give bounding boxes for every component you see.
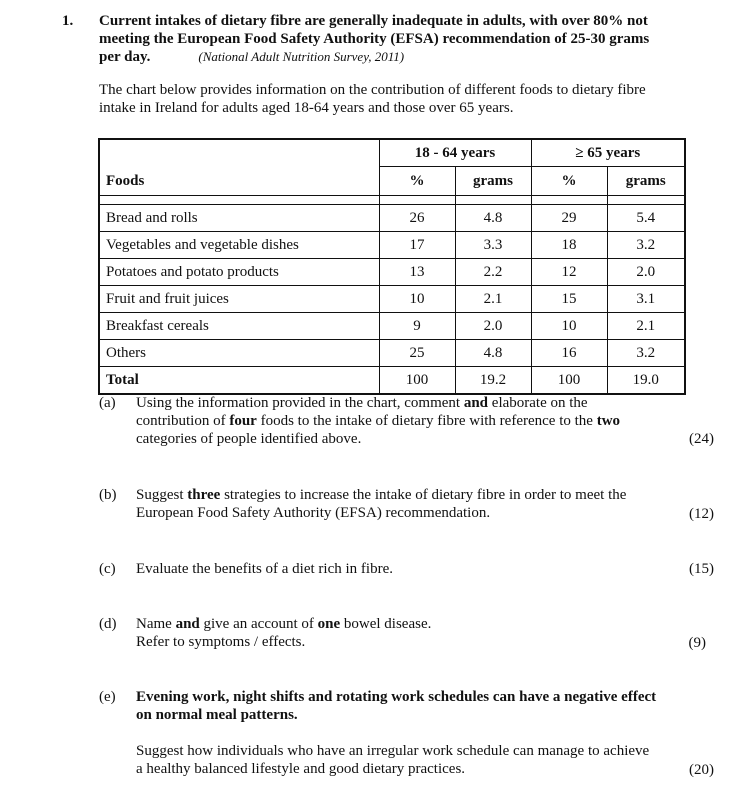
part-c-letter: (c) (99, 561, 116, 577)
table-row (99, 340, 685, 367)
part-a-text (136, 394, 676, 448)
pct-65-plus: 18 (531, 232, 607, 259)
grams-65-plus: 2.1 (607, 313, 685, 340)
pct-18-64: 17 (379, 232, 455, 259)
text-run: Name (136, 616, 176, 632)
part-e-line-1: Suggest how individuals who have an irregular work schedule can manage to achieve (136, 743, 650, 759)
part-a-line-1 (136, 394, 676, 412)
fibre-intake-table (98, 138, 686, 395)
part-d-line-1 (136, 615, 676, 633)
text-run: foods to the intake of dietary fibre with reference to the (256, 413, 597, 429)
grams-65-plus: 3.1 (607, 286, 685, 313)
part-a-letter: (a) (99, 395, 116, 411)
emphasis: and (175, 616, 200, 632)
part-e-letter: (e) (99, 689, 116, 705)
grams-65-plus: 3.2 (607, 232, 685, 259)
pct-18-64: 26 (379, 205, 455, 232)
grams-18-64: 4.8 (455, 340, 531, 367)
emphasis: three (187, 487, 221, 503)
table-row (99, 313, 685, 340)
part-c-marks: (15) (689, 561, 714, 577)
part-e-text (136, 688, 676, 778)
intro-line-3-text: per day. (99, 49, 151, 65)
table-row (99, 286, 685, 313)
pct-18-64: 25 (379, 340, 455, 367)
pct-18-64: 9 (379, 313, 455, 340)
chart-description-line-1: The chart below provides information on the contribution of different foods to dietary fibre (99, 82, 646, 98)
question-intro (99, 12, 719, 66)
part-d (99, 615, 714, 655)
part-b (99, 486, 714, 526)
pct-18-64: 13 (379, 259, 455, 286)
part-e-line-2: a healthy balanced lifestyle and good dietary practices. (136, 761, 466, 777)
text-run: bowel disease. (340, 616, 432, 632)
group-header-65-plus: ≥ 65 years (531, 139, 685, 167)
total-grams-65-plus: 19.0 (607, 367, 685, 395)
part-a-line-2 (136, 412, 676, 430)
column-header-pct-18-64: % (379, 167, 455, 196)
food-name: Others (99, 340, 379, 367)
part-d-line-2: Refer to symptoms / effects. (136, 634, 306, 650)
part-b-line-2: European Food Safety Authority (EFSA) recommendation. (136, 505, 491, 521)
part-b-letter: (b) (99, 487, 117, 503)
part-a-marks: (24) (689, 431, 714, 447)
table-row (99, 259, 685, 286)
column-header-grams-18-64: grams (455, 167, 531, 196)
part-d-marks: (9) (688, 635, 706, 651)
part-c-text (136, 560, 676, 578)
total-grams-18-64: 19.2 (455, 367, 531, 395)
total-pct-18-64: 100 (379, 367, 455, 395)
total-pct-65-plus: 100 (531, 367, 607, 395)
text-run: elaborate on the (488, 395, 588, 411)
intro-line-1: Current intakes of dietary fibre are generally inadequate in adults, with over 80% not (99, 13, 648, 29)
part-b-marks: (12) (689, 506, 714, 522)
food-name: Bread and rolls (99, 205, 379, 232)
part-c (99, 560, 714, 580)
grams-18-64: 3.3 (455, 232, 531, 259)
grams-18-64: 2.1 (455, 286, 531, 313)
pct-65-plus: 16 (531, 340, 607, 367)
part-b-line-1 (136, 486, 676, 504)
part-d-letter: (d) (99, 616, 117, 632)
column-header-grams-65-plus: grams (607, 167, 685, 196)
pct-65-plus: 15 (531, 286, 607, 313)
total-label: Total (99, 367, 379, 395)
food-name: Potatoes and potato products (99, 259, 379, 286)
grams-18-64: 4.8 (455, 205, 531, 232)
part-c-line-1: Evaluate the benefits of a diet rich in fibre. (136, 561, 393, 577)
text-run: Using the information provided in the chart, comment (136, 395, 464, 411)
text-run: strategies to increase the intake of dietary fibre in order to meet the (220, 487, 627, 503)
intro-line-3 (99, 48, 719, 66)
food-name: Breakfast cereals (99, 313, 379, 340)
emphasis: two (596, 413, 621, 429)
grams-65-plus: 2.0 (607, 259, 685, 286)
source-citation: (National Adult Nutrition Survey, 2011) (198, 49, 405, 64)
column-header-foods: Foods (99, 167, 379, 196)
text-run: give an account of (199, 616, 318, 632)
table-row (99, 232, 685, 259)
table-row (99, 205, 685, 232)
grams-65-plus: 5.4 (607, 205, 685, 232)
pct-65-plus: 10 (531, 313, 607, 340)
part-d-text (136, 615, 676, 651)
part-e (99, 688, 714, 788)
food-name: Fruit and fruit juices (99, 286, 379, 313)
part-e-bold-line-1: Evening work, night shifts and rotating work schedules can have a negative effect (136, 689, 657, 705)
table-total-row (99, 367, 685, 395)
emphasis: four (229, 413, 257, 429)
grams-65-plus: 3.2 (607, 340, 685, 367)
pct-65-plus: 12 (531, 259, 607, 286)
food-name: Vegetables and vegetable dishes (99, 232, 379, 259)
column-header-pct-65-plus: % (531, 167, 607, 196)
question-number: 1. (62, 13, 74, 29)
text-run: Suggest (136, 487, 188, 503)
pct-18-64: 10 (379, 286, 455, 313)
part-a (99, 394, 714, 454)
chart-description-line-2: intake in Ireland for adults aged 18-64 years and those over 65 years. (99, 100, 514, 116)
part-e-bold-line-2: on normal meal patterns. (136, 707, 298, 723)
table-corner (99, 139, 379, 167)
intro-line-2: meeting the European Food Safety Authority (EFSA) recommendation of 25-30 grams (99, 31, 650, 47)
emphasis: one (317, 616, 341, 632)
part-b-text (136, 486, 676, 522)
text-run: contribution of (136, 413, 230, 429)
table-spacer-row (99, 196, 685, 205)
grams-18-64: 2.0 (455, 313, 531, 340)
chart-description (99, 81, 719, 117)
part-a-line-3: categories of people identified above. (136, 431, 362, 447)
pct-65-plus: 29 (531, 205, 607, 232)
group-header-18-64: 18 - 64 years (379, 139, 531, 167)
grams-18-64: 2.2 (455, 259, 531, 286)
emphasis: and (463, 395, 489, 411)
part-e-marks: (20) (689, 762, 714, 778)
